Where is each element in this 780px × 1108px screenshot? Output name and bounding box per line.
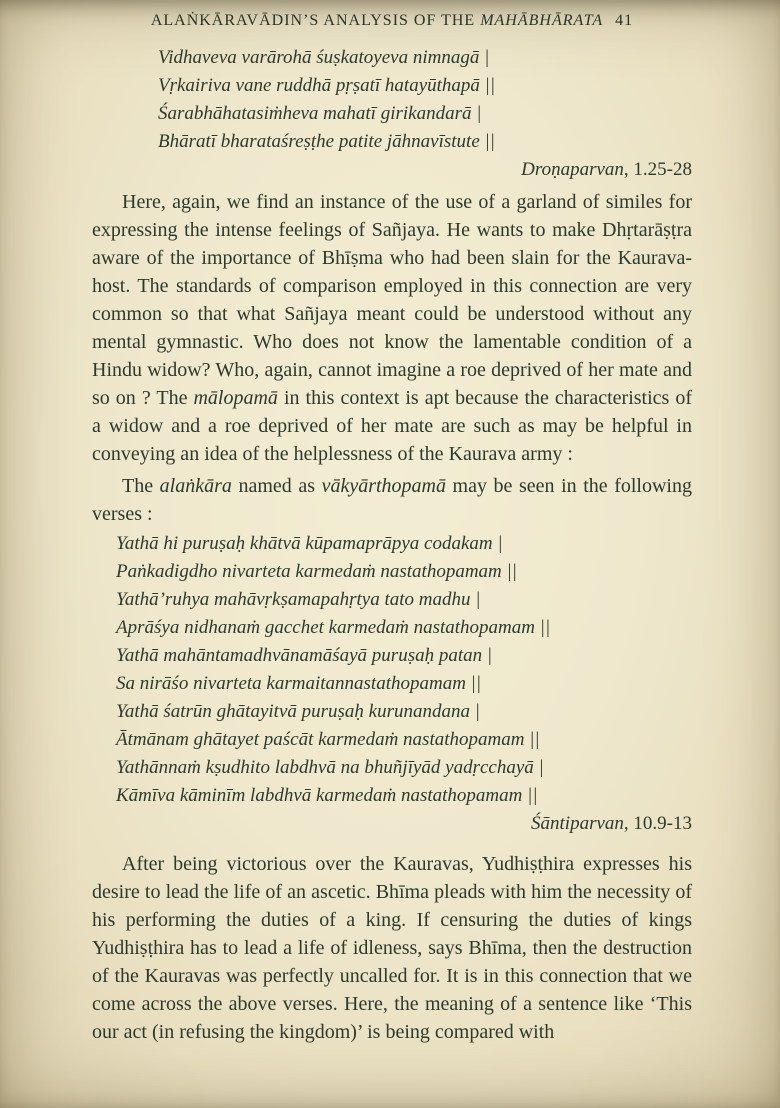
verse-line: Sa nirāśo nivarteta karmaitannastathopamam || (116, 673, 482, 694)
verse-attribution (158, 156, 692, 184)
verse-line: Vidhaveva varārohā śuṣkatoyeva nimnagā | (158, 47, 490, 68)
verse-attribution (116, 810, 692, 838)
verse-line: Vṛkairiva vane ruddhā pṛṣatī hatayūthapā || (158, 75, 496, 96)
text-run-italic: vākyārthopamā (321, 475, 446, 497)
running-title: ALAṄKĀRAVĀDIN’S ANALYSIS OF THE (150, 12, 481, 29)
running-title-book: MAHĀBHĀRATA (480, 12, 604, 29)
attribution-source: Droṇaparvan (521, 159, 624, 180)
verse-line: Yathā hi puruṣaḥ khātvā kūpamaprāpya codakam | (116, 533, 503, 554)
page-number: 41 (615, 12, 634, 29)
attribution-reference: , 1.25-28 (623, 159, 692, 180)
verse-line: Ātmānam ghātayet paścāt karmedaṁ nastathopamam || (116, 729, 540, 750)
text-run: After being victorious over the Kauravas, Yudhiṣṭhira expresses his desire to lead the life of an ascetic. Bhīma pleads with him the necessity of his performing the duties of a king. If censuring the duties of kings Yudhiṣṭhira has to lead a life of idleness, says Bhīma, then the destruction of the Kauravas was perfectly uncalled for. It is in this connection that we come across the above verses. Here, the meaning of a sentence like ‘This our act (in refusing the kingdom)’ is being compared with (92, 853, 692, 1043)
text-run: in this context is apt because the characteristics of a widow and a roe deprived of her mate are such as may be helpful in conveying an idea of the helplessness of the Kaurava army : (92, 387, 692, 465)
paragraph-similes (92, 188, 692, 468)
verse-line: Yathānnaṁ kṣudhito labdhvā na bhuñjīyād yadṛcchayā | (116, 757, 544, 778)
verse-line: Paṅkadigdho nivarteta karmedaṁ nastathopamam || (116, 561, 517, 582)
verse-line: Aprāśya nidhanaṁ gacchet karmedaṁ nastathopamam || (116, 617, 551, 638)
verse-block-santiparvan (116, 530, 692, 838)
attribution-reference: , 10.9-13 (623, 813, 692, 834)
verse-line: Śarabhāhatasiṁheva mahatī girikandarā | (158, 103, 482, 124)
paragraph-alankara-intro (92, 472, 692, 528)
text-run: Here, again, we find an instance of the use of a garland of similes for expressing the intense feelings of Sañjaya. He wants to make Dhṛtarāṣṭra aware of the importance of Bhīṣma who had been slain for the Kaurava-host. The standards of comparison employed in this connection are very common so that what Sañjaya meant could be understood without any mental gymnastic. Who does not know the lamentable condition of a Hindu widow? Who, again, cannot imagine a roe deprived of her mate and so on ? The (92, 191, 692, 409)
attribution-source: Śāntiparvan (531, 813, 624, 834)
verse-line: Bhāratī bharataśreṣṭhe patite jāhnavīstute || (158, 131, 495, 152)
page-header (92, 12, 692, 30)
verse-line: Yathā mahāntamadhvānamāśayā puruṣaḥ patan | (116, 645, 493, 666)
verse-line: Kāmīva kāminīm labdhvā karmedaṁ nastathopamam || (116, 785, 538, 806)
text-run: named as (231, 475, 322, 497)
text-run: The (122, 475, 160, 497)
paragraph-conclusion (92, 850, 692, 1046)
text-run-italic: mālopamā (193, 387, 278, 409)
text-run-italic: alaṅkāra (159, 475, 232, 497)
verse-block-dronaparvan (158, 44, 692, 184)
verse-line: Yathā’ruhya mahāvṛkṣamapahṛtya tato madhu | (116, 589, 481, 610)
text-run: may be seen in the following verses : (92, 475, 692, 525)
verse-line: Yathā śatrūn ghātayitvā puruṣaḥ kurunandana | (116, 701, 480, 722)
